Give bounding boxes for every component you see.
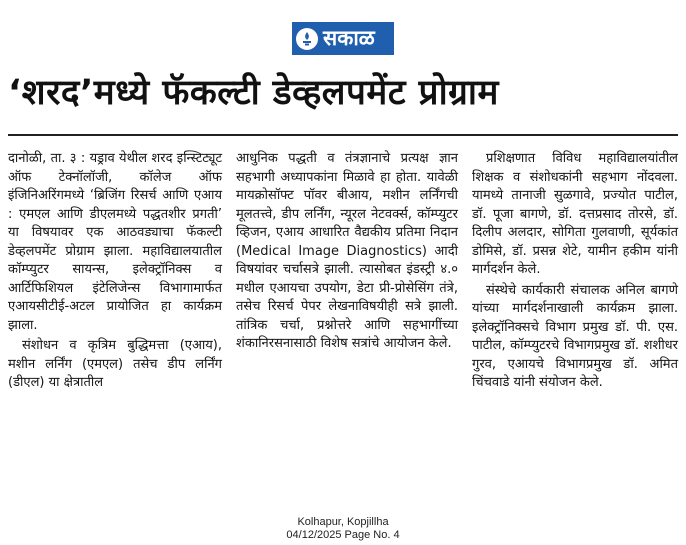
article-headline: ‘शरद’मध्ये फॅकल्टी डेव्हलपमेंट प्रोग्राम <box>8 73 499 113</box>
lamp-icon <box>299 31 315 47</box>
edition-location: Kolhapur, Kopjillha <box>297 516 389 528</box>
headline-divider <box>8 134 678 136</box>
article-column-3 <box>472 150 678 393</box>
newspaper-masthead <box>292 22 394 55</box>
article-column-1 <box>8 150 222 393</box>
article-paragraph: संस्थेचे कार्यकारी संचालक अनिल बागणे यांच्या मार्गदर्शनाखाली कार्यक्रम झाला. इलेक्ट्रॉनिक्सचे विभाग प्रमुख डॉ. पी. एस. पाटील, कॉम्प्युटरचे विभागप्रमुख डॉ. शशीधर गुरव, एआयचे विभागप्रमुख डॉ. अमित चिंचवाडे यांनी संयोजन केले. <box>472 282 678 390</box>
article-paragraph: दानोळी, ता. ३ : यड्राव येथील शरद इन्स्टिट्यूट ऑफ टेक्नॉलॉजी, कॉलेज ऑफ इंजिनिअरिंगमध्ये ‘ब्रिजिंग रिसर्च आणि एआय : एमएल आणि डीएलमध्ये पद्धतशीर प्रगती’ या विषयावर एक आठवड्याचा फॅकल्टी डेव्हलपमेंट प्रोग्राम झाला. महाविद्यालयातील कॉम्प्युटर सायन्स, इलेक्ट्रॉनिक्स व आर्टिफिशियल इंटेलिजेन्स विभागामार्फत एआयसीटीई-अटल प्रायोजित हा कार्यक्रम झाला. <box>8 151 222 333</box>
article-paragraph: प्रशिक्षणात विविध महाविद्यालयांतील शिक्षक व संशोधकांनी सहभाग नोंदवला. यामध्ये तानाजी सुळगावे, प्रज्योत पाटील, डॉ. पूजा बागणे, डॉ. दत्तप्रसाद तोरसे, डॉ. दिलीप अलदार, सोगिता गुलवाणी, सूर्यकांत डोमिसे, डॉ. प्रसन्न शेटे, यामीन हकीम यांनी मार्गदर्शन केले. <box>472 151 678 277</box>
article-paragraph: आधुनिक पद्धती व तंत्रज्ञानाचे प्रत्यक्ष ज्ञान सहभागी अध्यापकांना मिळावे हा होता. यावेळी मायक्रोसॉफ्ट पॉवर बीआय, मशीन लर्निंगची मूलतत्त्वे, डीप लर्निंग, न्यूरल नेटवर्क्स, कॉम्प्युटर व्हिजन, एआय आधारित वैद्यकीय प्रतिमा निदान (Medical Image Diagnostics) आदी विषयांवर चर्चासत्रे झाली. त्यासोबत इंडस्ट्री ४.० मधील एआयचा उपयोग, डेटा प्री-प्रोसेसिंग तंत्रे, तसेच रिसर्च पेपर लेखनाविषयीही सत्रे झाली. तांत्रिक चर्चा, प्रश्नोत्तरे आणि सहभागींच्या शंकानिरसनासाठी विशेष सत्रांचे आयोजन केले. <box>236 151 458 351</box>
article-paragraph: संशोधन व कृत्रिम बुद्धिमत्ता (एआय), मशीन लर्निंग (एमएल) तसेच डीप लर्निंग (डीएल) या क्षेत्रातील <box>8 338 222 390</box>
newspaper-logo-text: सकाळ <box>323 26 375 50</box>
sakal-emblem-icon <box>296 28 318 50</box>
article-column-2 <box>236 150 458 354</box>
edition-date-page: 04/12/2025 Page No. 4 <box>286 529 400 541</box>
